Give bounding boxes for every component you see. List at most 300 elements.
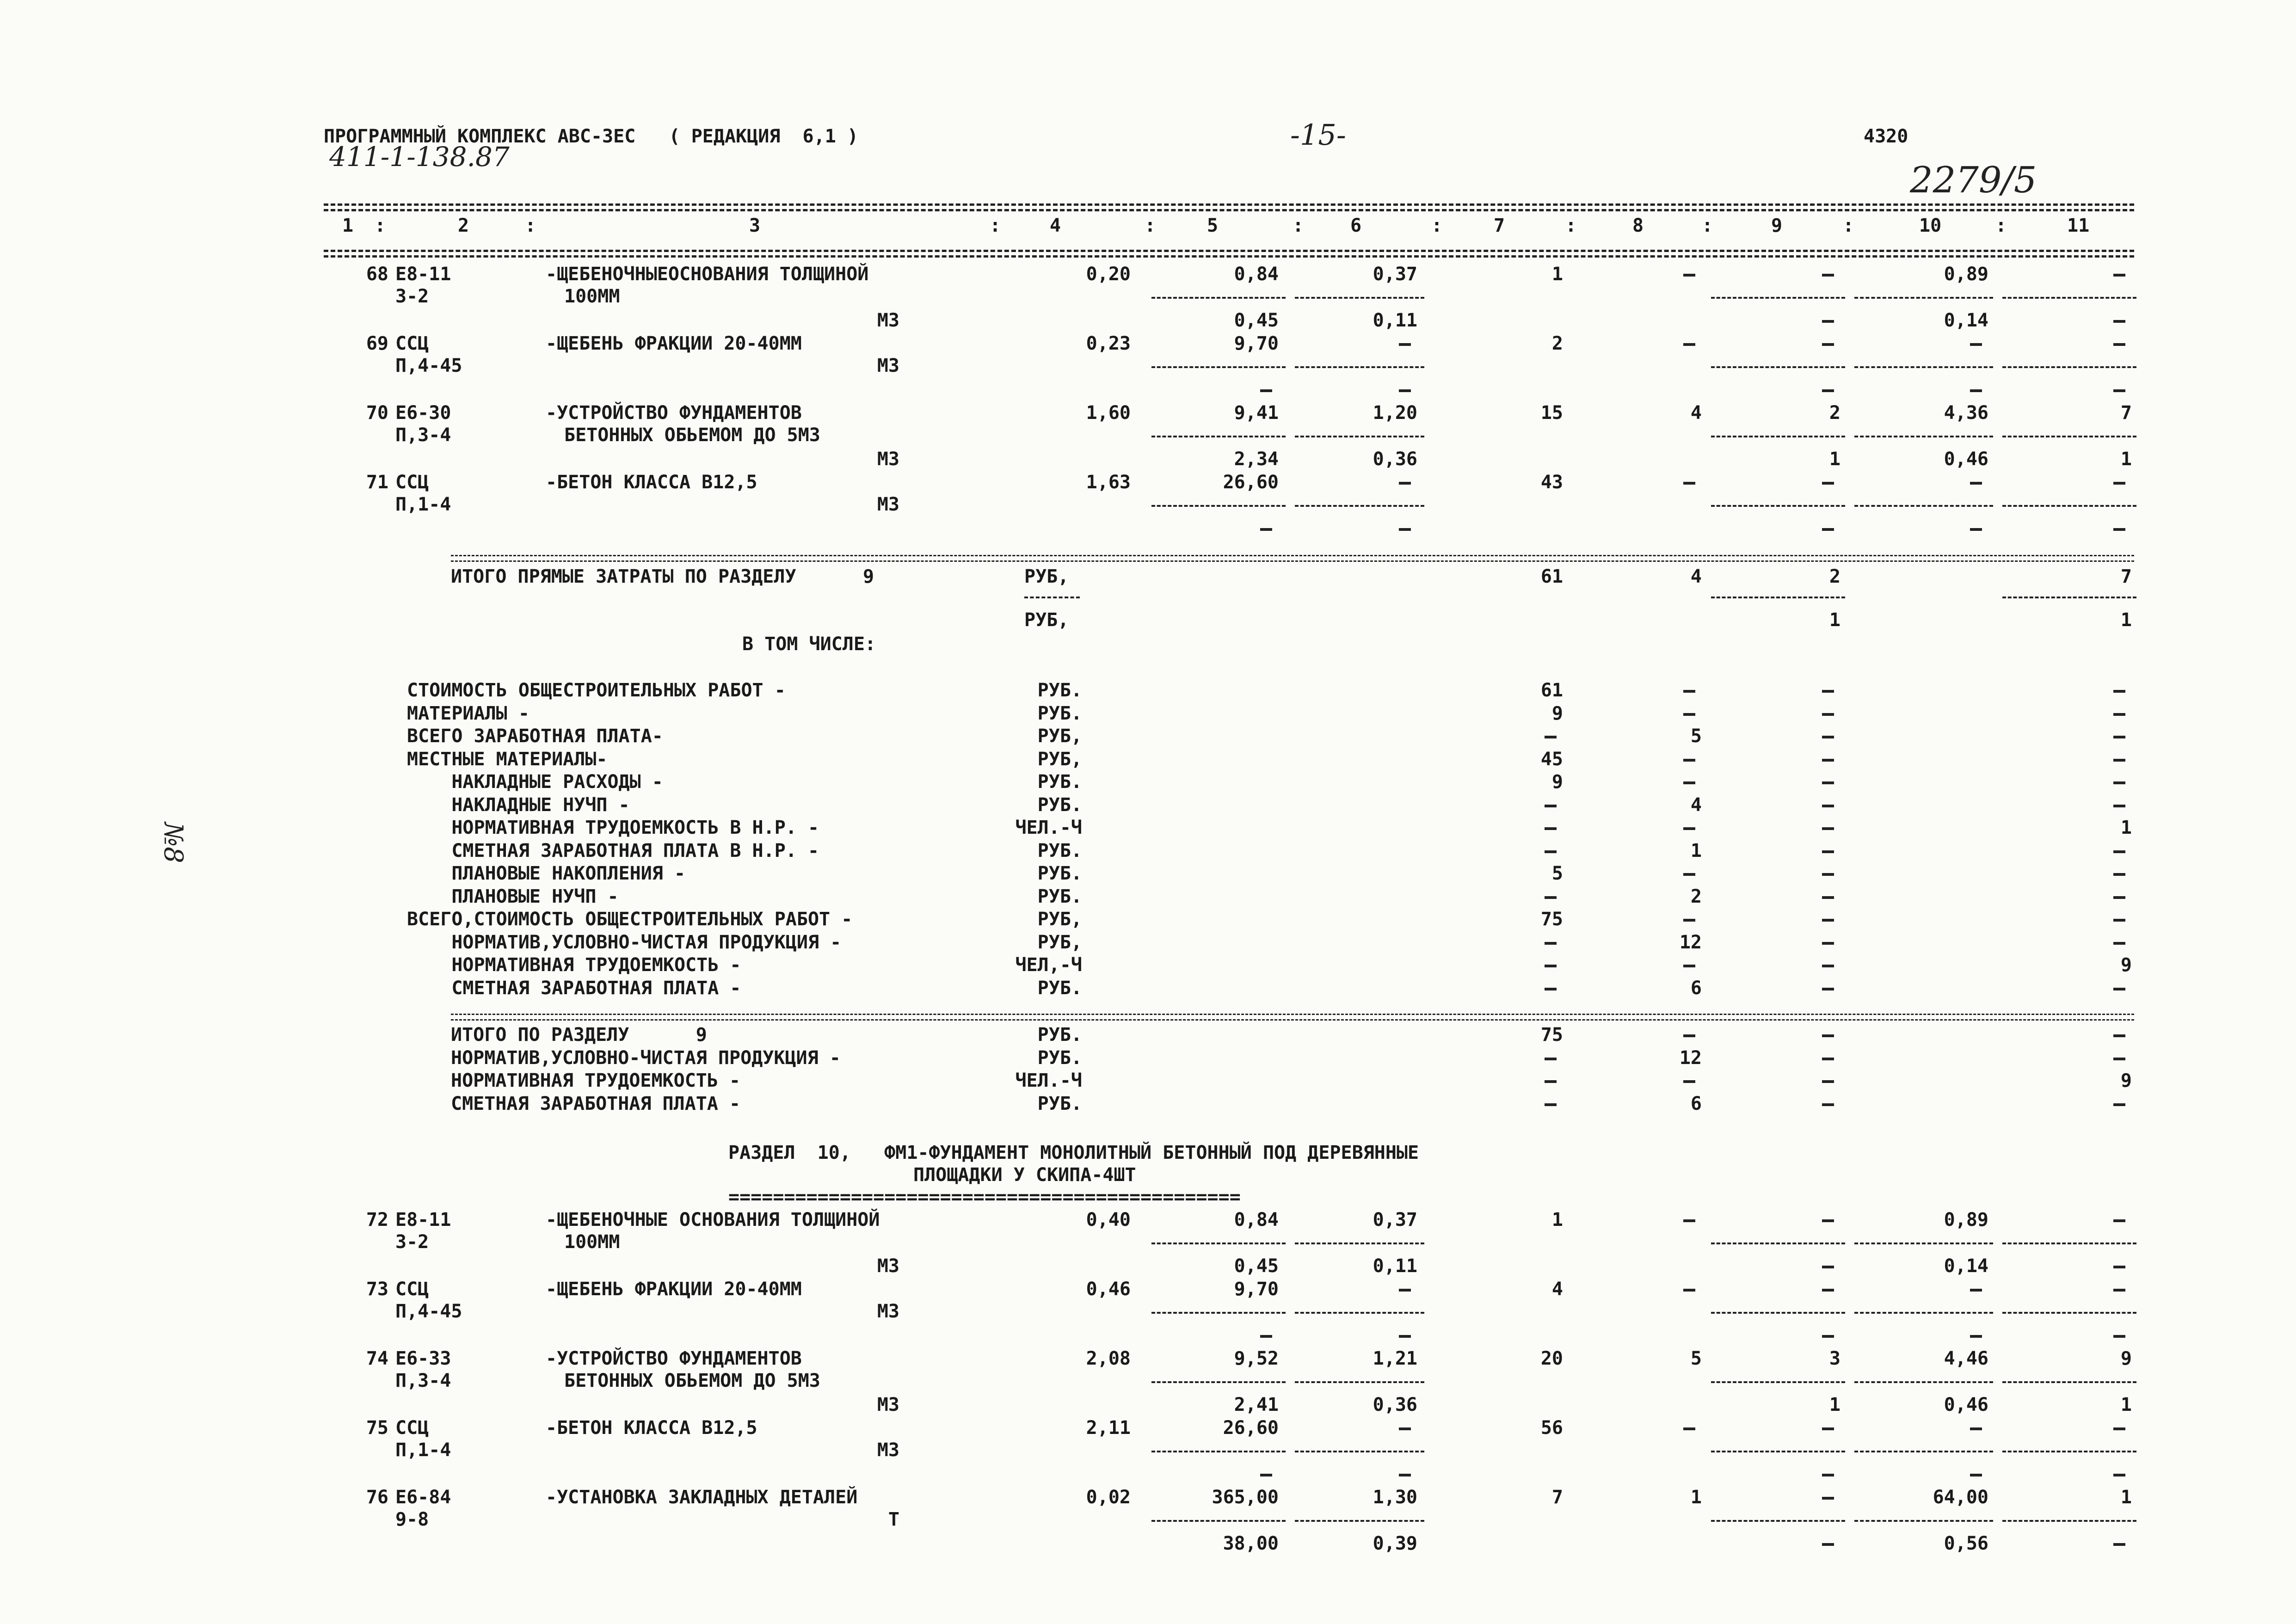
including-heading: В ТОМ ЧИСЛЕ: bbox=[742, 634, 876, 655]
item-code-sub: П,1-4 bbox=[395, 1439, 451, 1461]
total-wage-dash bbox=[1683, 274, 1695, 277]
total-cost: 4 bbox=[1551, 1279, 1563, 1300]
machine-wage-dash bbox=[1822, 1474, 1834, 1476]
section-total-unit: РУБ. bbox=[1037, 1047, 1082, 1069]
section-total-value: 75 bbox=[1540, 1024, 1563, 1046]
labor-total-dash bbox=[2113, 274, 2125, 277]
breakdown-label: МЕСТНЫЕ МАТЕРИАЛЫ- bbox=[407, 748, 608, 770]
cell-rule bbox=[1295, 1520, 1424, 1522]
unit-cost-machine: 2,41 bbox=[1234, 1394, 1279, 1415]
column-number-8: 8 bbox=[1632, 215, 1644, 236]
breakdown-label: ВСЕГО,СТОИМОСТЬ ОБЩЕСТРОИТЕЛЬНЫХ РАБОТ - bbox=[407, 909, 853, 930]
column-separator: : bbox=[1565, 215, 1577, 236]
breakdown-labor: 1 bbox=[2120, 817, 2132, 838]
cell-rule bbox=[1151, 297, 1286, 299]
quantity: 1,60 bbox=[1086, 402, 1131, 424]
unit-cost-wage: 0,37 bbox=[1373, 1209, 1417, 1230]
cell-rule bbox=[2002, 597, 2136, 598]
unit-cost-machine: 38,00 bbox=[1223, 1533, 1279, 1554]
section-total-value-dash bbox=[1545, 1080, 1557, 1083]
item-number: 71 bbox=[366, 472, 388, 493]
machine-cost: 2 bbox=[1829, 402, 1840, 424]
unit-cost-total: 0,84 bbox=[1234, 264, 1279, 285]
cell-rule bbox=[1151, 1381, 1286, 1383]
cell-rule bbox=[1151, 505, 1286, 507]
breakdown-labor-dash bbox=[2113, 919, 2125, 922]
cell-rule bbox=[1711, 1243, 1845, 1244]
cell-rule bbox=[1711, 366, 1845, 368]
breakdown-machine-dash bbox=[1822, 988, 1834, 990]
machine-cost-dash bbox=[1822, 1219, 1834, 1222]
breakdown-wage: 2 bbox=[1690, 886, 1702, 907]
column-separator: : bbox=[1843, 215, 1854, 236]
unit-cost-wage-dash bbox=[1399, 1427, 1411, 1430]
total-cost: 20 bbox=[1540, 1348, 1563, 1369]
labor-unit-machine: 0,46 bbox=[1944, 1394, 1988, 1415]
unit-cost-machine-wage-dash bbox=[1399, 389, 1411, 392]
cell-rule bbox=[1854, 366, 1993, 368]
unit-cost-total: 9,41 bbox=[1234, 402, 1279, 424]
column-separator: : bbox=[1702, 215, 1713, 236]
item-name: -УСТРОЙСТВО ФУНДАМЕНТОВ bbox=[546, 1348, 802, 1369]
item-code-sub: П,1-4 bbox=[395, 494, 451, 515]
item-unit: М3 bbox=[877, 1255, 899, 1277]
total-direct-labor: 7 bbox=[2120, 566, 2132, 587]
breakdown-label: НОРМАТИВ,УСЛОВНО-ЧИСТАЯ ПРОДУКЦИЯ - bbox=[407, 931, 842, 953]
machine-cost-dash bbox=[1822, 1497, 1834, 1500]
cell-rule bbox=[1295, 436, 1424, 437]
column-separator: : bbox=[1145, 215, 1156, 236]
item-code-sub: П,3-4 bbox=[395, 424, 451, 446]
item-name: -ЩЕБЕНОЧНЫЕ ОСНОВАНИЯ ТОЛЩИНОЙ bbox=[546, 1209, 880, 1230]
quantity: 0,02 bbox=[1086, 1487, 1131, 1508]
section-total-labor: 9 bbox=[2120, 1070, 2132, 1091]
item-code: ССЦ bbox=[395, 472, 429, 493]
cell-rule bbox=[1854, 297, 1993, 299]
machine-cost-dash bbox=[1822, 343, 1834, 346]
machine-cost-dash bbox=[1822, 274, 1834, 277]
total-direct-label: ИТОГО ПРЯМЫЕ ЗАТРАТЫ ПО РАЗДЕЛУ 9 bbox=[451, 566, 874, 587]
breakdown-value: 45 bbox=[1540, 748, 1563, 770]
labor-total: 7 bbox=[2120, 402, 2132, 424]
labor-unit: 0,89 bbox=[1944, 1209, 1988, 1230]
breakdown-wage-dash bbox=[1683, 713, 1695, 716]
labor-unit-machine-dash bbox=[1970, 528, 1982, 531]
section-total-rule-2 bbox=[451, 560, 2134, 562]
unit-cost-machine-wage-dash bbox=[1399, 1335, 1411, 1338]
item-name: -БЕТОН КЛАССА В12,5 bbox=[546, 472, 757, 493]
item-name: -БЕТОН КЛАССА В12,5 bbox=[546, 1417, 757, 1439]
breakdown-unit: РУБ. bbox=[1037, 702, 1082, 724]
breakdown-unit: РУБ, bbox=[1037, 726, 1082, 747]
unit-cost-machine-dash bbox=[1260, 1474, 1272, 1476]
cell-rule bbox=[2002, 366, 2136, 368]
cell-rule bbox=[1151, 1243, 1286, 1244]
total-cost: 15 bbox=[1540, 402, 1563, 424]
unit-cost-total: 9,52 bbox=[1234, 1348, 1279, 1369]
unit-cost-machine-wage-dash bbox=[1399, 528, 1411, 531]
breakdown-unit: РУБ, bbox=[1037, 909, 1082, 930]
total-wage: 4 bbox=[1690, 402, 1702, 424]
breakdown-labor-dash bbox=[2113, 713, 2125, 716]
breakdown-machine-dash bbox=[1822, 713, 1834, 716]
total-wage: 5 bbox=[1690, 1348, 1702, 1369]
quantity: 0,40 bbox=[1086, 1209, 1131, 1230]
cell-rule bbox=[1854, 1381, 1993, 1383]
cell-rule bbox=[1295, 1312, 1424, 1314]
item-unit: М3 bbox=[877, 1439, 899, 1461]
section-total-labor-dash bbox=[2113, 1103, 2125, 1106]
unit-cost-machine: 0,45 bbox=[1234, 1255, 1279, 1277]
unit-cost-machine-wage: 0,39 bbox=[1373, 1533, 1417, 1554]
breakdown-wage-dash bbox=[1683, 965, 1695, 967]
cell-rule bbox=[1711, 505, 1845, 507]
cell-rule bbox=[1854, 1520, 1993, 1522]
breakdown-wage-dash bbox=[1683, 919, 1695, 922]
total-wage-dash bbox=[1683, 1219, 1695, 1222]
breakdown-label: НОРМАТИВНАЯ ТРУДОЕМКОСТЬ - bbox=[407, 954, 741, 976]
machine-wage: 1 bbox=[1829, 449, 1840, 470]
breakdown-value: 75 bbox=[1540, 909, 1563, 930]
breakdown-labor-dash bbox=[2113, 850, 2125, 853]
total-wage-dash bbox=[1683, 482, 1695, 485]
cell-rule bbox=[1711, 436, 1845, 437]
unit-cost-machine-dash bbox=[1260, 389, 1272, 392]
item-number: 76 bbox=[366, 1487, 388, 1508]
breakdown-label: ПЛАНОВЫЕ НАКОПЛЕНИЯ - bbox=[407, 863, 686, 884]
cell-rule bbox=[1711, 1520, 1845, 1522]
labor-total-dash bbox=[2113, 343, 2125, 346]
breakdown-unit: ЧЕЛ,-Ч bbox=[1015, 954, 1082, 976]
column-separator: : bbox=[1293, 215, 1304, 236]
item-code-sub: 9-8 bbox=[395, 1509, 429, 1530]
header-rule-bottom bbox=[324, 250, 2134, 252]
handwritten-sheet-number: 2279/5 bbox=[1910, 160, 2037, 201]
breakdown-wage-dash bbox=[1683, 759, 1695, 762]
breakdown-label: ПЛАНОВЫЕ НУЧП - bbox=[407, 886, 619, 907]
unit-cost-machine-wage: 0,36 bbox=[1373, 449, 1417, 470]
column-number-7: 7 bbox=[1494, 215, 1505, 236]
column-number-2: 2 bbox=[458, 215, 469, 236]
labor-total-machine-dash bbox=[2113, 1335, 2125, 1338]
unit-cost-machine-wage-dash bbox=[1399, 1474, 1411, 1476]
item-number: 68 bbox=[366, 264, 388, 285]
section-total-machine-dash bbox=[1822, 1034, 1834, 1037]
breakdown-machine-dash bbox=[1822, 850, 1834, 853]
item-code: ССЦ bbox=[395, 333, 429, 354]
breakdown-label: ВСЕГО ЗАРАБОТНАЯ ПЛАТА- bbox=[407, 726, 663, 747]
labor-total-machine-dash bbox=[2113, 528, 2125, 531]
breakdown-unit: ЧЕЛ.-Ч bbox=[1015, 817, 1082, 838]
machine-cost: 3 bbox=[1829, 1348, 1840, 1369]
unit-cost-wage-dash bbox=[1399, 343, 1411, 346]
unit-cost-wage-dash bbox=[1399, 1289, 1411, 1292]
quantity: 2,11 bbox=[1086, 1417, 1131, 1439]
labor-unit-dash bbox=[1970, 1289, 1982, 1292]
cell-rule bbox=[1151, 366, 1286, 368]
breakdown-labor-dash bbox=[2113, 781, 2125, 784]
cell-rule bbox=[1295, 1243, 1424, 1244]
column-number-3: 3 bbox=[749, 215, 761, 236]
breakdown-machine-dash bbox=[1822, 873, 1834, 876]
breakdown-machine-dash bbox=[1822, 965, 1834, 967]
cell-rule bbox=[2002, 1243, 2136, 1244]
labor-unit: 64,00 bbox=[1933, 1487, 1988, 1508]
labor-total: 1 bbox=[2120, 1487, 2132, 1508]
handwritten-project-number: 411-1-138.87 bbox=[329, 141, 510, 172]
item-name: -ЩЕБЕНЬ ФРАКЦИИ 20-40ММ bbox=[546, 1279, 802, 1300]
column-numbers-row bbox=[0, 215, 2296, 236]
section-total-unit: РУБ. bbox=[1037, 1024, 1082, 1046]
breakdown-wage-dash bbox=[1683, 781, 1695, 784]
cell-rule bbox=[1295, 297, 1424, 299]
labor-total-machine-dash bbox=[2113, 320, 2125, 323]
item-name: -ЩЕБЕНЬ ФРАКЦИИ 20-40ММ bbox=[546, 333, 802, 354]
breakdown-labor-dash bbox=[2113, 988, 2125, 990]
section-10-title: РАЗДЕЛ 10, ФМ1-ФУНДАМЕНТ МОНОЛИТНЫЙ БЕТОННЫЙ ПОД ДЕРЕВЯННЫЕ bbox=[728, 1142, 1419, 1163]
header-rule-top bbox=[324, 203, 2134, 206]
item-code-sub: П,3-4 bbox=[395, 1370, 451, 1391]
column-separator: : bbox=[1431, 215, 1443, 236]
item-code: Е8-11 bbox=[395, 264, 451, 285]
cell-rule bbox=[1854, 1312, 1993, 1314]
total-cost: 56 bbox=[1540, 1417, 1563, 1439]
cell-rule bbox=[1711, 297, 1845, 299]
labor-total-machine-dash bbox=[2113, 1266, 2125, 1268]
cell-rule bbox=[1295, 1381, 1424, 1383]
breakdown-machine-dash bbox=[1822, 896, 1834, 899]
machine-wage-dash bbox=[1822, 1266, 1834, 1268]
item-name-line2: БЕТОННЫХ ОБЬЕМОМ ДО 5М3 bbox=[564, 424, 820, 446]
breakdown-value-dash bbox=[1545, 736, 1557, 738]
section-total-wage: 6 bbox=[1690, 1093, 1702, 1114]
breakdown-value-dash bbox=[1545, 850, 1557, 853]
total-cost: 1 bbox=[1551, 264, 1563, 285]
item-code: Е6-30 bbox=[395, 402, 451, 424]
labor-unit-machine-dash bbox=[1970, 389, 1982, 392]
cell-rule bbox=[1854, 1451, 1993, 1452]
unit-cost-total: 365,00 bbox=[1212, 1487, 1279, 1508]
unit-cost-wage: 1,30 bbox=[1373, 1487, 1417, 1508]
section-total-labor-dash bbox=[2113, 1058, 2125, 1060]
unit-cost-wage: 1,20 bbox=[1373, 402, 1417, 424]
section-total-label: ИТОГО ПО РАЗДЕЛУ 9 bbox=[451, 1024, 707, 1046]
section-total-wage-dash bbox=[1683, 1034, 1695, 1037]
item-number: 74 bbox=[366, 1348, 388, 1369]
section-total-label: НОРМАТИВ,УСЛОВНО-ЧИСТАЯ ПРОДУКЦИЯ - bbox=[451, 1047, 841, 1069]
breakdown-label: НАКЛАДНЫЕ НУЧП - bbox=[407, 794, 630, 816]
cell-rule bbox=[2002, 1312, 2136, 1314]
breakdown-value-dash bbox=[1545, 942, 1557, 945]
page-number-mark: -15- bbox=[1290, 118, 1346, 152]
section-10-title-line2: ПЛОЩАДКИ У СКИПА-4ШТ bbox=[913, 1164, 1136, 1186]
labor-unit-machine: 0,56 bbox=[1944, 1533, 1988, 1554]
labor-total-machine: 1 bbox=[2120, 1394, 2132, 1415]
unit-cost-machine: 2,34 bbox=[1234, 449, 1279, 470]
breakdown-value-dash bbox=[1545, 988, 1557, 990]
total-wage-dash bbox=[1683, 1427, 1695, 1430]
breakdown-unit: РУБ, bbox=[1037, 748, 1082, 770]
breakdown-wage: 5 bbox=[1690, 726, 1702, 747]
section-total-rule-2 bbox=[451, 1019, 2134, 1021]
labor-unit: 4,46 bbox=[1944, 1348, 1988, 1369]
section-total-unit: ЧЕЛ.-Ч bbox=[1015, 1070, 1082, 1091]
cell-rule bbox=[1711, 1451, 1845, 1452]
total-direct-unit: РУБ, bbox=[1024, 566, 1069, 587]
breakdown-wage-dash bbox=[1683, 690, 1695, 693]
total-direct-labor-2: 1 bbox=[2120, 609, 2132, 631]
quantity: 0,46 bbox=[1086, 1279, 1131, 1300]
breakdown-unit: РУБ. bbox=[1037, 840, 1082, 861]
breakdown-unit: РУБ. bbox=[1037, 771, 1082, 793]
machine-wage-dash bbox=[1822, 320, 1834, 323]
section-10-underline: ============================================== bbox=[728, 1187, 1241, 1208]
item-name: -ЩЕБЕНОЧНЫЕОСНОВАНИЯ ТОЛЩИНОЙ bbox=[546, 264, 869, 285]
cell-rule bbox=[1151, 1312, 1286, 1314]
breakdown-unit: РУБ. bbox=[1037, 863, 1082, 884]
unit-underline bbox=[1024, 597, 1080, 598]
breakdown-labor-dash bbox=[2113, 896, 2125, 899]
column-number-10: 10 bbox=[1919, 215, 1942, 236]
column-separator: : bbox=[990, 215, 1001, 236]
item-unit: М3 bbox=[877, 494, 899, 515]
breakdown-unit: РУБ. bbox=[1037, 794, 1082, 816]
unit-cost-wage: 1,21 bbox=[1373, 1348, 1417, 1369]
header-rule-bottom-2 bbox=[324, 255, 2134, 258]
section-total-labor-dash bbox=[2113, 1034, 2125, 1037]
labor-unit: 4,36 bbox=[1944, 402, 1988, 424]
quantity: 1,63 bbox=[1086, 472, 1131, 493]
breakdown-unit: РУБ. bbox=[1037, 680, 1082, 701]
labor-unit-machine-dash bbox=[1970, 1474, 1982, 1476]
item-unit: М3 bbox=[877, 449, 899, 470]
breakdown-value: 9 bbox=[1551, 771, 1563, 793]
labor-total-dash bbox=[2113, 1289, 2125, 1292]
machine-cost-dash bbox=[1822, 1289, 1834, 1292]
item-code: ССЦ bbox=[395, 1279, 429, 1300]
column-number-6: 6 bbox=[1350, 215, 1362, 236]
breakdown-value-dash bbox=[1545, 827, 1557, 830]
breakdown-value-dash bbox=[1545, 805, 1557, 807]
item-number: 73 bbox=[366, 1279, 388, 1300]
total-cost: 7 bbox=[1551, 1487, 1563, 1508]
quantity: 0,23 bbox=[1086, 333, 1131, 354]
item-name-line2: 100ММ bbox=[564, 1231, 620, 1253]
cell-rule bbox=[1711, 1381, 1845, 1383]
document-code: 4320 bbox=[1864, 126, 1908, 147]
labor-unit-dash bbox=[1970, 482, 1982, 485]
total-direct-wage: 4 bbox=[1690, 566, 1702, 587]
breakdown-unit: РУБ. bbox=[1037, 886, 1082, 907]
cell-rule bbox=[1711, 1312, 1845, 1314]
labor-unit-machine-dash bbox=[1970, 1335, 1982, 1338]
breakdown-wage: 12 bbox=[1679, 931, 1702, 953]
item-unit: Т bbox=[888, 1509, 899, 1530]
section-total-value-dash bbox=[1545, 1058, 1557, 1060]
column-number-1: 1 bbox=[342, 215, 354, 236]
section-total-label: СМЕТНАЯ ЗАРАБОТНАЯ ПЛАТА - bbox=[451, 1093, 741, 1114]
item-code: Е6-33 bbox=[395, 1348, 451, 1369]
breakdown-labor-dash bbox=[2113, 942, 2125, 945]
breakdown-machine-dash bbox=[1822, 759, 1834, 762]
labor-unit: 0,89 bbox=[1944, 264, 1988, 285]
total-cost: 43 bbox=[1540, 472, 1563, 493]
breakdown-value-dash bbox=[1545, 896, 1557, 899]
breakdown-machine-dash bbox=[1822, 736, 1834, 738]
labor-total-dash bbox=[2113, 1219, 2125, 1222]
labor-unit-dash bbox=[1970, 343, 1982, 346]
total-wage: 1 bbox=[1690, 1487, 1702, 1508]
breakdown-labor: 9 bbox=[2120, 954, 2132, 976]
unit-cost-wage-dash bbox=[1399, 482, 1411, 485]
item-unit: М3 bbox=[877, 1301, 899, 1322]
item-number: 75 bbox=[366, 1417, 388, 1439]
section-total-rule bbox=[451, 1014, 2134, 1015]
breakdown-unit: РУБ. bbox=[1037, 977, 1082, 999]
total-direct-unit-2: РУБ, bbox=[1024, 609, 1069, 631]
item-unit: М3 bbox=[877, 310, 899, 331]
item-code: Е6-84 bbox=[395, 1487, 451, 1508]
total-cost: 2 bbox=[1551, 333, 1563, 354]
labor-unit-machine: 0,14 bbox=[1944, 310, 1988, 331]
labor-unit-machine: 0,46 bbox=[1944, 449, 1988, 470]
breakdown-machine-dash bbox=[1822, 781, 1834, 784]
labor-total-machine-dash bbox=[2113, 389, 2125, 392]
column-number-9: 9 bbox=[1771, 215, 1783, 236]
cell-rule bbox=[1295, 366, 1424, 368]
section-total-unit: РУБ. bbox=[1037, 1093, 1082, 1114]
section-total-machine-dash bbox=[1822, 1058, 1834, 1060]
cell-rule bbox=[1711, 597, 1845, 598]
item-unit: М3 bbox=[877, 355, 899, 376]
breakdown-machine-dash bbox=[1822, 827, 1834, 830]
item-code: Е8-11 bbox=[395, 1209, 451, 1230]
section-total-machine-dash bbox=[1822, 1080, 1834, 1083]
breakdown-unit: РУБ, bbox=[1037, 931, 1082, 953]
column-separator: : bbox=[375, 215, 386, 236]
column-number-5: 5 bbox=[1207, 215, 1219, 236]
breakdown-value: 61 bbox=[1540, 680, 1563, 701]
unit-cost-machine-dash bbox=[1260, 1335, 1272, 1338]
cell-rule bbox=[1295, 1451, 1424, 1452]
breakdown-label: МАТЕРИАЛЫ - bbox=[407, 702, 529, 724]
breakdown-wage-dash bbox=[1683, 827, 1695, 830]
breakdown-wage: 1 bbox=[1690, 840, 1702, 861]
total-cost: 1 bbox=[1551, 1209, 1563, 1230]
labor-unit-machine: 0,14 bbox=[1944, 1255, 1988, 1277]
machine-wage-dash bbox=[1822, 1335, 1834, 1338]
machine-wage-dash bbox=[1822, 1543, 1834, 1546]
labor-total-dash bbox=[2113, 1427, 2125, 1430]
breakdown-wage-dash bbox=[1683, 873, 1695, 876]
machine-wage-dash bbox=[1822, 528, 1834, 531]
total-wage-dash bbox=[1683, 343, 1695, 346]
breakdown-labor-dash bbox=[2113, 759, 2125, 762]
unit-cost-total: 0,84 bbox=[1234, 1209, 1279, 1230]
cell-rule bbox=[2002, 297, 2136, 299]
column-number-11: 11 bbox=[2067, 215, 2090, 236]
unit-cost-total: 9,70 bbox=[1234, 1279, 1279, 1300]
total-wage-dash bbox=[1683, 1289, 1695, 1292]
margin-stamp: №8 bbox=[158, 822, 188, 863]
cell-rule bbox=[1854, 436, 1993, 437]
cell-rule bbox=[1854, 1243, 1993, 1244]
unit-cost-machine: 0,45 bbox=[1234, 310, 1279, 331]
quantity: 0,20 bbox=[1086, 264, 1131, 285]
cell-rule bbox=[2002, 1520, 2136, 1522]
breakdown-label: СМЕТНАЯ ЗАРАБОТНАЯ ПЛАТА В Н.Р. - bbox=[407, 840, 819, 861]
section-total-wage-dash bbox=[1683, 1080, 1695, 1083]
